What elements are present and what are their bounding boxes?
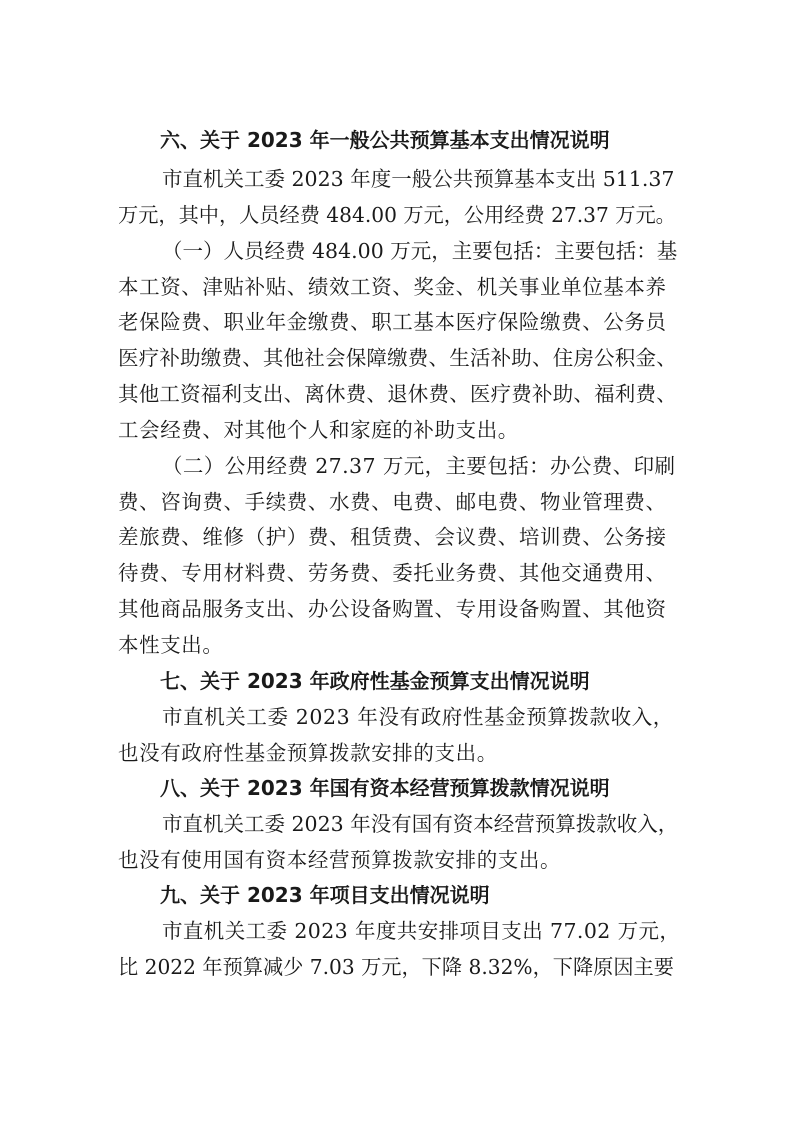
paragraph-line: 本工资、津贴补贴、绩效工资、奖金、机关事业单位基本养 [118, 275, 667, 299]
paragraph-line: 市直机关工委 2023 年度共安排项目支出 77.02 万元， [162, 919, 681, 943]
section-heading: 七、关于 2023 年政府性基金预算支出情况说明 [160, 669, 590, 693]
paragraph-line: 也没有使用国有资本经营预算拨款安排的支出。 [118, 848, 562, 872]
paragraph-line: （一）人员经费 484.00 万元，主要包括：主要包括：基 [162, 239, 678, 263]
paragraph-line: 工会经费、对其他个人和家庭的补助支出。 [118, 418, 519, 442]
paragraph-line: 待费、专用材料费、劳务费、委托业务费、其他交通费用、 [118, 561, 667, 585]
section-heading: 九、关于 2023 年项目支出情况说明 [160, 883, 490, 907]
section-heading: 六、关于 2023 年一般公共预算基本支出情况说明 [160, 128, 610, 152]
paragraph-line: 老保险费、职业年金缴费、职工基本医疗保险缴费、公务员 [118, 310, 667, 334]
paragraph-line: 费、咨询费、手续费、水费、电费、邮电费、物业管理费、 [118, 490, 667, 514]
paragraph-line: 万元，其中，人员经费 484.00 万元，公用经费 27.37 万元。 [118, 203, 676, 227]
paragraph-line: 医疗补助缴费、其他社会保障缴费、生活补助、住房公积金、 [118, 346, 677, 370]
paragraph-line: 也没有政府性基金预算拨款安排的支出。 [118, 741, 498, 765]
paragraph-line: 差旅费、维修（护）费、租赁费、会议费、培训费、公务接 [118, 525, 667, 549]
paragraph-line: 比 2022 年预算减少 7.03 万元，下降 8.32%，下降原因主要 [118, 955, 674, 979]
paragraph-line: 市直机关工委 2023 年度一般公共预算基本支出 511.37 [162, 167, 675, 191]
paragraph-line: 本性支出。 [118, 633, 224, 657]
paragraph-line: 市直机关工委 2023 年没有政府性基金预算拨款收入， [162, 705, 674, 729]
paragraph-line: 其他工资福利支出、离休费、退休费、医疗费补助、福利费、 [118, 382, 677, 406]
paragraph-line: 其他商品服务支出、办公设备购置、专用设备购置、其他资 [118, 597, 667, 621]
section-heading: 八、关于 2023 年国有资本经营预算拨款情况说明 [160, 776, 610, 800]
paragraph-line: （二）公用经费 27.37 万元，主要包括：办公费、印刷 [162, 454, 676, 478]
paragraph-line: 市直机关工委 2023 年没有国有资本经营预算拨款收入， [162, 812, 679, 836]
